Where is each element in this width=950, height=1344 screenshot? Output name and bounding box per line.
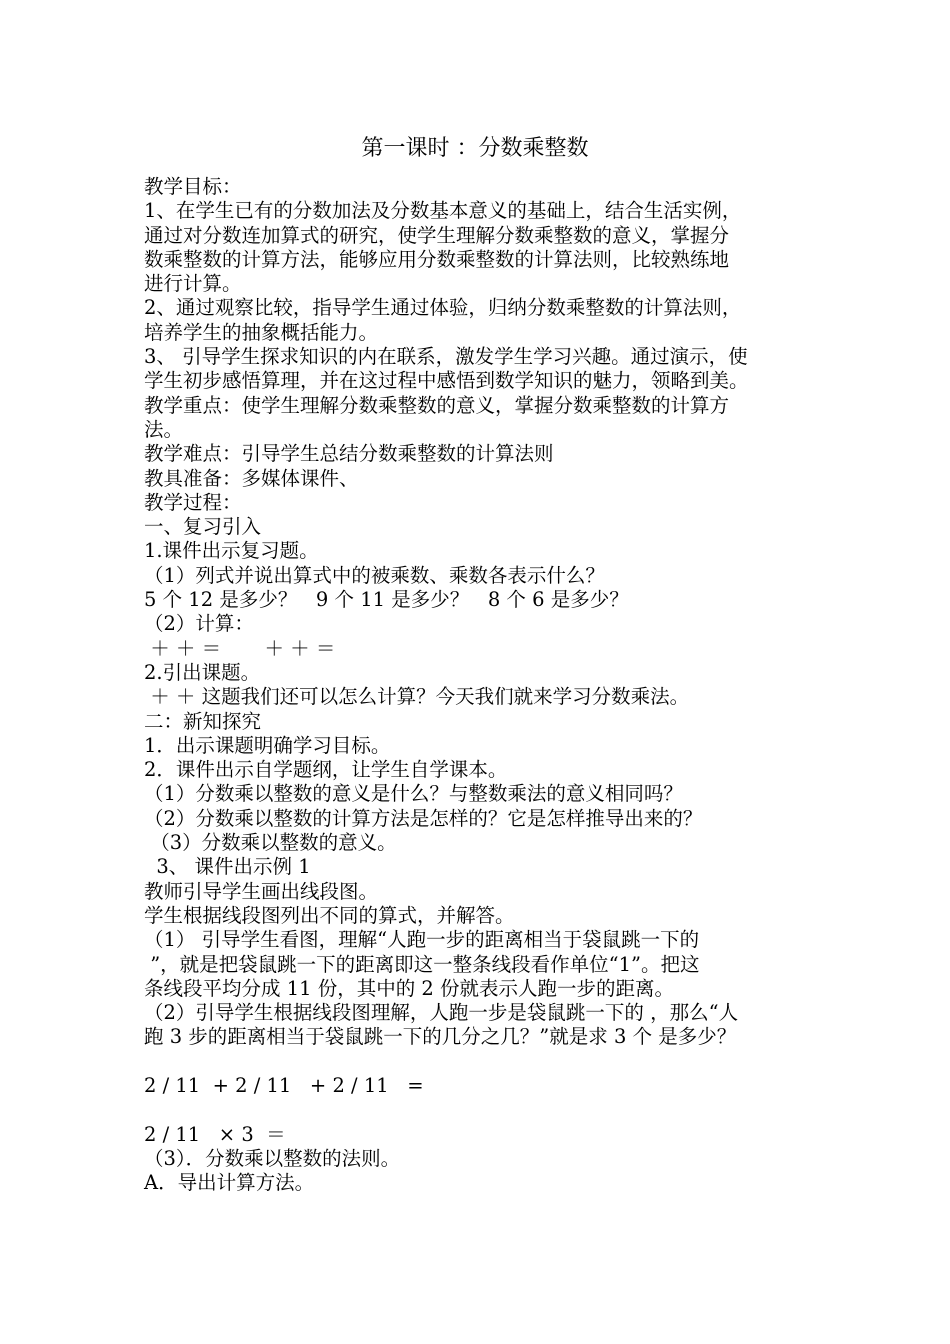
paragraph-line: 2．课件出示自学题纲，让学生自学课本。 (144, 758, 508, 782)
paragraph-line: （3）．分数乘以整数的法则。 (144, 1146, 401, 1170)
paragraph-line: 教师引导学生画出线段图。 (144, 879, 379, 903)
section-heading-review: 一、复习引入 (144, 515, 262, 539)
paragraph-line: （2）分数乘以整数的计算方法是怎样的？它是怎样推导出来的？ (144, 806, 703, 830)
paragraph-line: 数乘整数的计算方法，能够应用分数乘整数的计算法则，比较熟练地 (144, 247, 730, 271)
paragraph-line: ”，就是把袋鼠跳一下的距离即这一整条线段看作单位“1”。把这 (144, 952, 700, 976)
paragraph-line: （1） 引导学生看图，理解“人跑一步的距离相当于袋鼠跳一下的 (144, 928, 700, 952)
paragraph-line: 教具准备：多媒体课件、 (144, 466, 359, 490)
equation-line: ＋ ＋ ＝ ＋ ＋ ＝ (144, 636, 336, 660)
paragraph-line: 教学重点：使学生理解分数乘整数的意义，掌握分数乘整数的计算方 (144, 393, 730, 417)
paragraph-line: 学生初步感悟算理，并在这过程中感悟到数学知识的魅力，领略到美。 (144, 369, 749, 393)
paragraph-line: 培养学生的抽象概括能力。 (144, 320, 379, 344)
equation-line: 2 / 11 + 2 / 11 + 2 / 11 = (144, 1073, 424, 1097)
paragraph-line: 2.引出课题。 (144, 660, 261, 684)
paragraph-line: 3、 引导学生探求知识的内在联系，激发学生学习兴趣。通过演示，使 (144, 345, 748, 369)
paragraph-line: 学生根据线段图列出不同的算式，并解答。 (144, 903, 515, 927)
page-title: 第一课时 ：分数乘整数 (361, 136, 589, 161)
section-heading-process: 教学过程： (144, 490, 242, 514)
paragraph-line: ＋ ＋ 这题我们还可以怎么计算？今天我们就来学习分数乘法。 (144, 685, 690, 709)
equation-line: 2 / 11 × 3 ＝ (144, 1122, 286, 1146)
paragraph-line: 通过对分数连加算式的研究，使学生理解分数乘整数的意义，掌握分 (144, 223, 730, 247)
paragraph-line: 5 个 12 是多少？ 9 个 11 是多少？ 8 个 6 是多少？ (144, 588, 629, 612)
paragraph-line: 法。 (144, 417, 184, 441)
paragraph-line: 3、 课件出示例 1 (144, 855, 311, 879)
document-body (144, 175, 834, 1195)
blank-line (144, 1050, 834, 1074)
paragraph-line: （3）分数乘以整数的意义。 (144, 831, 397, 855)
paragraph-line: 条线段平均分成 11 份，其中的 2 份就表示人跑一步的距离。 (144, 976, 675, 1000)
paragraph-line: 1、在学生已有的分数加法及分数基本意义的基础上，结合生活实例， (144, 199, 742, 223)
section-heading-objectives: 教学目标： (144, 175, 242, 198)
paragraph-line: 跑 3 步的距离相当于袋鼠跳一下的几分之几？”就是求 3 个 是多少？ (144, 1025, 737, 1049)
paragraph-line: （1）分数乘以整数的意义是什么？与整数乘法的意义相同吗？ (144, 782, 683, 806)
paragraph-line: 进行计算。 (144, 272, 242, 296)
paragraph-line: A．导出计算方法。 (144, 1171, 315, 1195)
section-heading-new-knowledge: 二：新知探究 (144, 709, 262, 733)
paragraph-line: 2、通过观察比较，指导学生通过体验，归纳分数乘整数的计算法则， (144, 296, 742, 320)
paragraph-line: 教学难点：引导学生总结分数乘整数的计算法则 (144, 442, 554, 466)
paragraph-line: （2）引导学生根据线段图理解，人跑一步是袋鼠跳一下的 ，那么“人 (144, 1001, 739, 1025)
paragraph-line: （1）列式并说出算式中的被乘数、乘数各表示什么？ (144, 563, 605, 587)
paragraph-line: 1.课件出示复习题。 (144, 539, 319, 563)
blank-line (144, 1098, 834, 1122)
paragraph-line: （2）计算： (144, 612, 254, 636)
paragraph-line: 1．出示课题明确学习目标。 (144, 733, 391, 757)
